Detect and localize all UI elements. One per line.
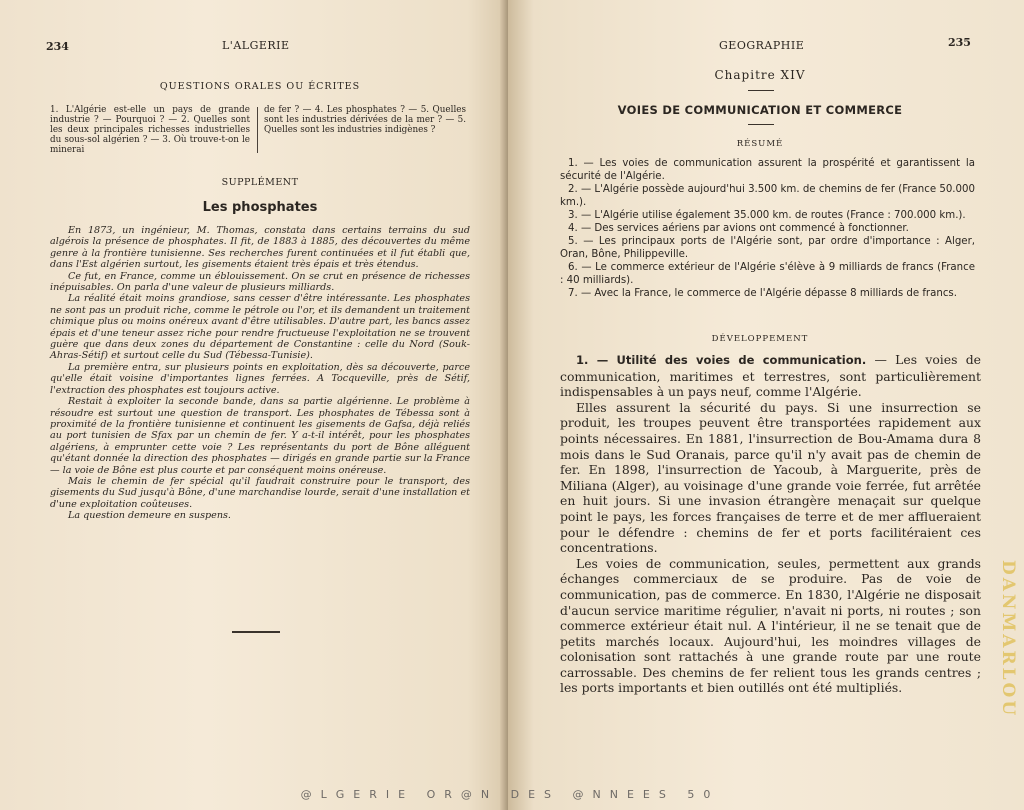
development-lead: — Les voies de communication, maritimes et terrestres, sont particulièrement indispensables à un pays neuf, comme l'Algérie. — [560, 352, 981, 400]
development-title: DÉVELOPPEMENT — [711, 334, 809, 344]
bottom-watermark: @LGERIE OR@N DES @NNEES 50 — [300, 788, 720, 801]
section-title: Les phosphates — [202, 200, 318, 215]
end-rule — [232, 631, 280, 633]
paragraph: La réalité était moins grandiose, sans cesser d'être intéressante. Les phosphates ne sont pas un produit riche, comme le pétrole ou l'or, et ils demandent un traitement chimique plus ou moins onéreux avant d'être utilisables. D'autre part, les bancs assez épais et d'une teneur assez riche pour rendre fructueuse l'exploitation ne se trouvent guère que dans deux zones du département de Constantine : celle du Nord (Souk-Ahras-Sétif) et surtout celle du Sud (Tébessa-Tunisie). — [50, 293, 470, 362]
resume-item: 4. — Des services aériens par avions ont commencé à fonctionner. — [568, 223, 909, 234]
chapter-title: VOIES DE COMMUNICATION ET COMMERCE — [617, 103, 903, 117]
paragraph: Restait à exploiter la seconde bande, dans sa partie algérienne. Le problème à résoudre est surtout une question de transport. Les phosphates de Tébessa sont à proximité de la frontière tunisienne et continuent les gisements de Gafsa, déjà reliés au port tunisien de Sfax par un chemin de fer. Y a-t-il intérêt, pour les phosphates algériens, à emprunter cette voie ? Les représentants du port de Bône alléguent qu'étant donnée la direction des phosphates — dirigés en grande partie sur la France — la voie de Bône est plus courte et par conséquent moins onéreuse. — [50, 396, 470, 476]
resume-item: 7. — Avec la France, le commerce de l'Algérie dépasse 8 milliards de francs. — [568, 288, 957, 299]
paragraph: Ce fut, en France, comme un éblouissement. On se crut en présence de richesses inépuisables. On parla d'une valeur de plusieurs milliards. — [50, 270, 470, 294]
resume-item: 5. — Les principaux ports de l'Algérie sont, par ordre d'importance : Alger, Oran, Bône, Philippeville. — [560, 236, 975, 260]
paragraph: La première entra, sur plusieurs points en exploitation, dès sa découverte, parce qu'elle était voisine d'importantes lignes ferrées. A Tocqueville, près de Sétif, l'extraction des phosphates est toujours active. — [50, 361, 470, 396]
resume-item: 1. — Les voies de communication assurent la prospérité et garantissent la sécurité de l'Algérie. — [560, 158, 975, 182]
chapter-rule — [748, 90, 774, 91]
column-divider — [257, 107, 258, 153]
resume-list — [560, 157, 975, 300]
development-heading: 1. — Utilité des voies de communication. — [576, 353, 867, 367]
resume-title: RÉSUMÉ — [736, 139, 784, 149]
right-page-number: 235 — [948, 36, 971, 49]
development-first-paragraph — [560, 352, 981, 400]
left-page — [0, 0, 508, 810]
resume-item: 6. — Le commerce extérieur de l'Algérie s'élève à 9 milliards de francs (France : 40 milliards). — [560, 262, 975, 286]
questions-column-1: 1. L'Algérie est-elle un pays de grande industrie ? — Pourquoi ? — 2. Quelles sont les deux principales richesses industrielles du sous-sol algérien ? — 3. Où trouve-t-on le minerai — [50, 105, 250, 155]
development-text — [560, 352, 981, 696]
side-watermark: DANMARLOU — [998, 560, 1018, 719]
chapter-label: Chapitre XIV — [714, 68, 806, 82]
left-page-number: 234 — [46, 40, 69, 53]
phosphates-text — [50, 225, 470, 522]
left-running-head: L'ALGERIE — [222, 39, 290, 52]
supplement-title: SUPPLÉMENT — [221, 177, 299, 188]
resume-item: 3. — L'Algérie utilise également 35.000 km. de routes (France : 700.000 km.). — [568, 210, 966, 221]
questions-column-2: de fer ? — 4. Les phosphates ? — 5. Quelles sont les industries dérivées de la mer ? — 5. Quelles sont les industries indigènes ? — [264, 105, 466, 135]
title-rule — [748, 124, 774, 125]
resume-item: 2. — L'Algérie possède aujourd'hui 3.500 km. de chemins de fer (France 50.000 km.). — [560, 184, 975, 208]
paragraph: Mais le chemin de fer spécial qu'il faudrait construire pour le transport, des gisements du Sud jusqu'à Bône, d'une marchandise lourde, serait d'une installation et d'une exploitation coûteuses. — [50, 475, 470, 510]
paragraph: En 1873, un ingénieur, M. Thomas, constata dans certains terrains du sud algérois la présence de phosphates. Il fit, de 1883 à 1885, des découvertes du même genre à la frontière tunisienne. Ses recherches furent continuées et il fut établi que, dans l'Est algérien surtout, les gisements étaient très épais et très étendus. — [50, 225, 470, 271]
paragraph: La question demeure en suspens. — [68, 510, 231, 522]
right-running-head: GEOGRAPHIE — [719, 39, 805, 52]
questions-block — [50, 105, 470, 155]
paragraph: Les voies de communication, seules, permettent aux grands échanges commerciaux de se produire. Pas de voie de communication, pas de commerce. En 1830, l'Algérie ne disposait d'aucun service maritime régulier, n'avait ni ports, ni routes ; son commerce extérieur était nul. A l'intérieur, il ne se tenait que de petits marchés locaux. Aujourd'hui, les moindres villages de colonisation sont rattachés à une grande route par une route carrossable. Des chemins de fer relient tous les grands centres ; les ports importants et bien outillés ont été multipliés. — [560, 555, 981, 696]
questions-title: QUESTIONS ORALES OU ÉCRITES — [159, 81, 361, 92]
paragraph: Elles assurent la sécurité du pays. Si une insurrection se produit, les troupes peuvent être transportées rapidement aux points nécessaires. En 1881, l'insurrection de Bou-Amama dura 8 mois dans le Sud Oranais, parce qu'il n'y avait pas de chemin de fer. En 1898, l'insurrection de Yacoub, à Marguerite, près de Miliana (Alger), au voisinage d'une grande voie ferrée, fut arrêtée en huit jours. Si une invasion étrangère menaçait sur quelque point le pays, les forces françaises de terre et de mer afflueraient pour le défendre : chemins de fer et ports facilitéraient ces concentrations. — [560, 399, 981, 556]
